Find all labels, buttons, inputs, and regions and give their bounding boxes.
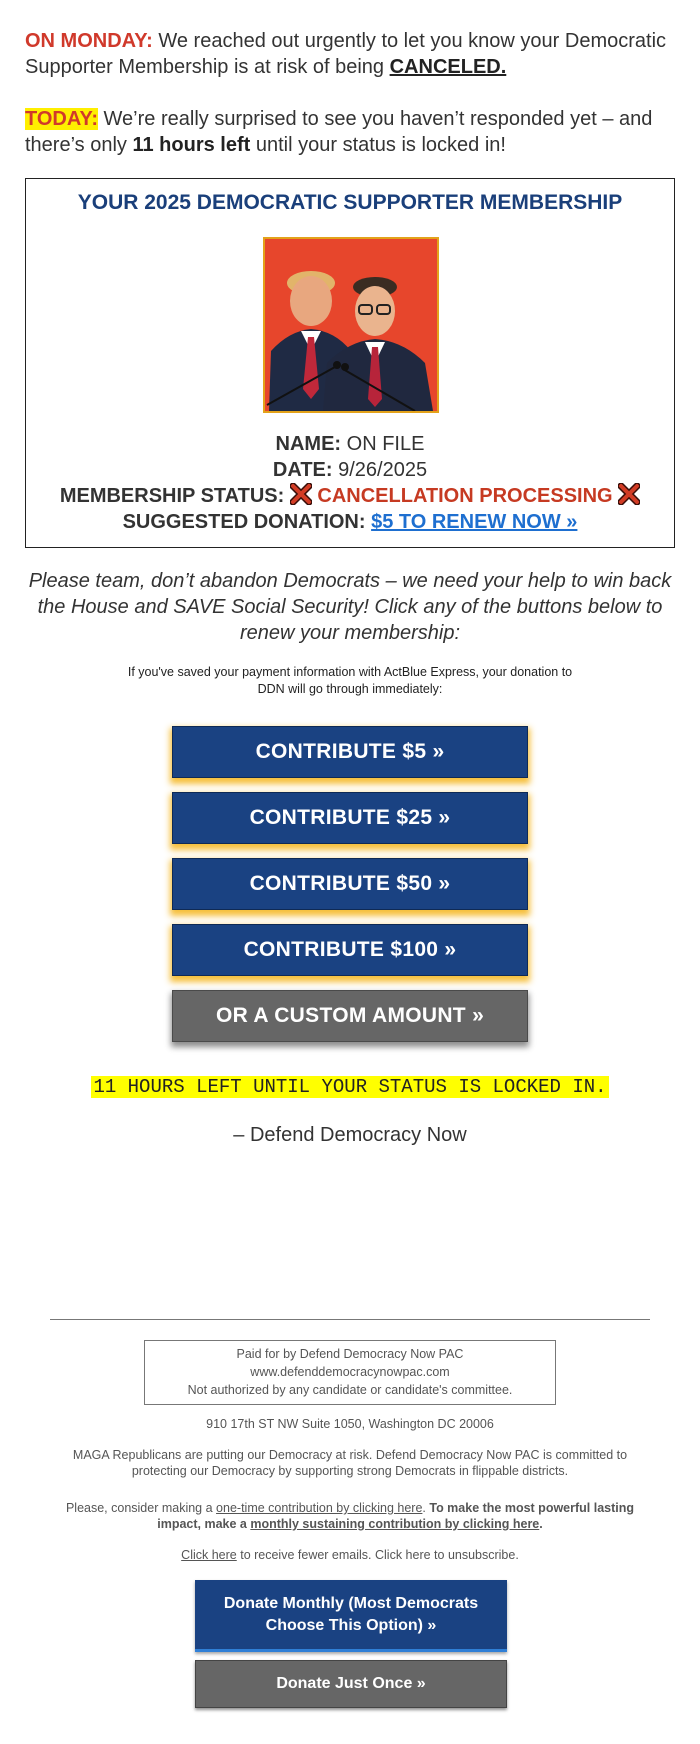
hours-left-bold: 11 hours left [132, 134, 251, 156]
canceled-text: CANCELED. [389, 56, 507, 78]
actblue-note: If you've saved your payment information with ActBlue Express, your donation to DDN will go through immediately: [127, 665, 573, 696]
name-value: ON FILE [341, 433, 425, 455]
photo-illustration [265, 239, 437, 411]
cross-mark-icon [290, 483, 312, 505]
monday-label: ON MONDAY: [25, 30, 153, 52]
today-text-1: We’re really surprised to see you haven’t responded yet – and there’s only [25, 108, 653, 156]
plea-text: Please team, don’t abandon Democrats – we need your help to win back the House and SAVE Social Security! Click any of the buttons below to renew your membership: [28, 570, 672, 644]
contribute-100-button[interactable]: CONTRIBUTE $100 » [172, 924, 528, 976]
donate-once-button[interactable]: Donate Just Once » [195, 1660, 507, 1708]
contribution-links-paragraph [55, 1500, 645, 1532]
donation-label: SUGGESTED DONATION: [122, 511, 366, 533]
paid-by-text: Paid for by Defend Democracy Now PAC [236, 1347, 464, 1361]
status-label: MEMBERSHIP STATUS: [59, 485, 285, 507]
today-label: TODAY: [25, 108, 98, 130]
name-row [26, 431, 674, 457]
donation-row [26, 509, 674, 535]
date-value: 9/26/2025 [332, 459, 428, 481]
fewer-emails-link[interactable]: Click here [181, 1548, 237, 1562]
paid-for-box [144, 1340, 556, 1405]
donate-monthly-button[interactable]: Donate Monthly (Most Democrats Choose This Option) » [195, 1580, 507, 1652]
name-label: NAME: [275, 433, 342, 455]
politicians-photo [263, 237, 439, 413]
membership-card [25, 178, 675, 548]
monthly-contribution-link[interactable]: monthly sustaining contribution by clicking here [250, 1517, 540, 1531]
renew-now-link[interactable]: $5 TO RENEW NOW » [371, 511, 578, 533]
hours-left-banner [0, 1076, 700, 1098]
contribute-50-button[interactable]: CONTRIBUTE $50 » [172, 858, 528, 910]
consider-text: Please, consider making a [65, 1501, 217, 1515]
one-time-contribution-link[interactable]: one-time contribution by clicking here [216, 1501, 423, 1515]
consider-sep: . [422, 1501, 430, 1515]
not-authorized-text: Not authorized by any candidate or candidate's committee. [187, 1383, 513, 1397]
signature: – Defend Democracy Now [233, 1124, 467, 1146]
status-value: CANCELLATION PROCESSING [317, 485, 613, 507]
mission-text: MAGA Republicans are putting our Democracy at risk. Defend Democracy Now PAC is committed to protecting our Democracy by supporting strong Democrats in flippable districts. [72, 1448, 628, 1478]
monday-paragraph [25, 28, 675, 80]
today-paragraph [25, 106, 675, 158]
footer-divider [50, 1319, 650, 1320]
date-row [26, 457, 674, 483]
status-row [26, 483, 674, 509]
unsubscribe-text: to receive fewer emails. Click here to unsubscribe. [236, 1548, 519, 1562]
membership-info [26, 431, 674, 535]
custom-amount-button[interactable]: OR A CUSTOM AMOUNT » [172, 990, 528, 1042]
date-label: DATE: [272, 459, 333, 481]
unsubscribe-paragraph [55, 1547, 645, 1563]
address-text: 910 17th ST NW Suite 1050, Washington DC 20006 [206, 1417, 494, 1431]
cross-mark-icon [618, 483, 640, 505]
membership-title: YOUR 2025 DEMOCRATIC SUPPORTER MEMBERSHIP [77, 191, 623, 214]
contribute-5-button[interactable]: CONTRIBUTE $5 » [172, 726, 528, 778]
today-text-2: until your status is locked in! [250, 134, 506, 156]
monday-text: We reached out urgently to let you know your Democratic Supporter Membership is at risk of being [25, 30, 667, 78]
lasting-impact-end: . [539, 1517, 543, 1531]
contribute-25-button[interactable]: CONTRIBUTE $25 » [172, 792, 528, 844]
website-text: www.defenddemocracynowpac.com [250, 1365, 450, 1379]
lasting-impact-text: To make the most powerful lasting impact, make a [157, 1501, 635, 1531]
hours-left-text: 11 HOURS LEFT UNTIL YOUR STATUS IS LOCKED IN. [93, 1076, 607, 1098]
